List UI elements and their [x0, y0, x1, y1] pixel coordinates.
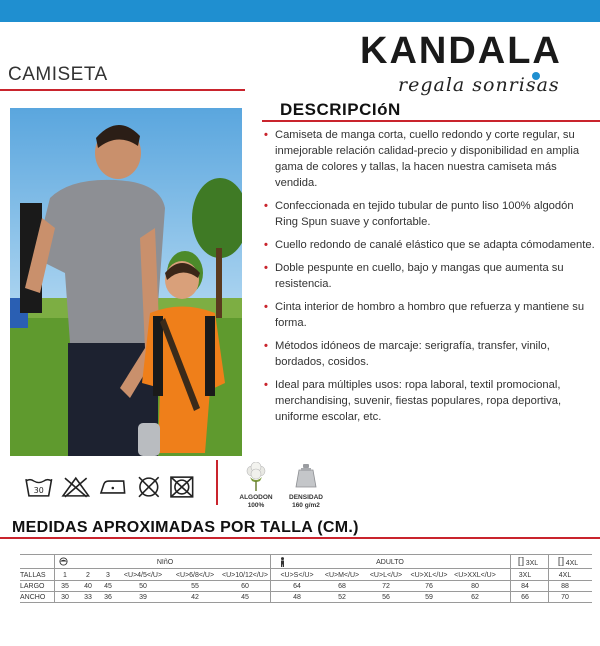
bullet-icon: •	[264, 340, 268, 352]
table-cell: 76	[425, 583, 433, 590]
row-label: ANCHO	[20, 594, 46, 601]
description-list	[264, 127, 598, 432]
table-cell: 45	[104, 583, 112, 590]
bullet-icon: •	[264, 200, 268, 212]
table-cell: 66	[521, 594, 529, 601]
feature-density	[286, 462, 326, 510]
group-3xl-label: 3XL	[525, 560, 539, 567]
feature-density-line2: 160 g/m2	[292, 502, 320, 509]
table-cell: 30	[61, 594, 69, 601]
wash-30-icon	[25, 476, 53, 498]
table-cell: <U>S</U>	[280, 572, 314, 579]
table-cell: 56	[382, 594, 390, 601]
top-bar	[0, 0, 600, 22]
list-item	[264, 237, 598, 253]
table-hline	[20, 602, 592, 603]
table-cell: 39	[139, 594, 147, 601]
wash-temp: 30	[33, 485, 44, 495]
table-hline	[20, 554, 592, 555]
brand-logo	[360, 30, 590, 100]
list-item	[264, 198, 598, 230]
table-hline	[20, 580, 592, 581]
sizes-title: MEDIDAS APROXIMADAS POR TALLA (CM.)	[12, 519, 359, 536]
table-vline	[54, 554, 55, 602]
bullet-text: Ideal para múltiples usos: ropa laboral, textil promocional, merchandising, suvenir, fiestas populares, ropa deportiva, uniforme escolar, etc.	[275, 379, 562, 423]
bullet-icon: •	[264, 129, 268, 141]
weight-icon	[295, 462, 317, 490]
description-rule	[262, 120, 600, 122]
iron-icon	[98, 476, 128, 498]
table-cell: 70	[561, 594, 569, 601]
list-item	[264, 127, 598, 191]
table-cell: 33	[84, 594, 92, 601]
bullet-icon: •	[264, 262, 268, 274]
product-title: CAMISETA	[8, 64, 108, 85]
table-vline	[548, 554, 549, 602]
table-cell: 55	[191, 583, 199, 590]
sizes-title-rule	[0, 537, 600, 539]
list-item	[264, 338, 598, 370]
group-4xl-label: 4XL	[565, 560, 579, 567]
table-cell: 60	[241, 583, 249, 590]
row-label: TALLAS	[20, 572, 46, 579]
table-cell: <U>L</U>	[369, 572, 403, 579]
care-icons	[25, 472, 195, 502]
row-label: LARGO	[20, 583, 45, 590]
bullet-icon: •	[264, 239, 268, 251]
list-item	[264, 260, 598, 292]
feature-density-line1: DENSIDAD	[289, 494, 323, 501]
table-vline	[270, 554, 271, 602]
table-cell: <U>10/12</U>	[222, 572, 268, 579]
table-group-header	[20, 557, 592, 568]
table-cell: 36	[104, 594, 112, 601]
table-cell: 3XL	[518, 572, 532, 579]
table-cell: 40	[84, 583, 92, 590]
no-tumble-dry-icon	[169, 476, 195, 498]
table-cell: 3	[106, 572, 110, 579]
table-cell: 64	[293, 583, 301, 590]
table-cell: 88	[561, 583, 569, 590]
bullet-text: Cuello redondo de canalé elástico que se adapta cómodamente.	[275, 239, 595, 251]
table-cell: 84	[521, 583, 529, 590]
table-hline	[20, 568, 592, 569]
table-cell: <U>4/5</U>	[123, 572, 163, 579]
product-photo	[10, 108, 242, 456]
table-cell: 50	[139, 583, 147, 590]
table-cell: 1	[63, 572, 67, 579]
bullet-text: Camiseta de manga corta, cuello redondo y corte regular, su inmejorable relación calidad-precio y disponibilidad en amplia gama de colores y tallas, la hacen nuestra camiseta más vendida.	[275, 129, 580, 189]
features-divider	[216, 460, 218, 505]
table-cell: 42	[191, 594, 199, 601]
table-cell: 72	[382, 583, 390, 590]
table-cell: 45	[241, 594, 249, 601]
feature-cotton-line2: 100%	[247, 502, 265, 509]
description-title: DESCRIPCIóN	[280, 100, 401, 119]
table-cell: 80	[471, 583, 479, 590]
table-cell: 35	[61, 583, 69, 590]
table-cell: <U>M</U>	[324, 572, 360, 579]
bullet-icon: •	[264, 301, 268, 313]
table-vline	[510, 554, 511, 602]
table-cell: <U>XL</U>	[410, 572, 448, 579]
table-hline	[20, 591, 592, 592]
feature-cotton	[238, 462, 274, 510]
table-cell: 2	[86, 572, 90, 579]
no-bleach-icon	[61, 476, 91, 498]
table-cell: 4XL	[558, 572, 572, 579]
table-cell: 48	[293, 594, 301, 601]
group-adult: ADULTO	[376, 559, 404, 566]
list-item	[264, 377, 598, 425]
feature-cotton-line1: ALGODON	[239, 494, 273, 501]
table-cell: 59	[425, 594, 433, 601]
table-cell: <U>6/8</U>	[175, 572, 215, 579]
bullet-text: Cinta interior de hombro a hombro que refuerza y mantiene su forma.	[275, 301, 585, 329]
brand-name: KANDALA	[360, 30, 562, 72]
table-cell: 52	[338, 594, 346, 601]
table-cell: <U>XXL</U>	[454, 572, 496, 579]
bullet-text: Doble pespunte en cuello, bajo y mangas que aumenta su resistencia.	[275, 262, 564, 290]
group-child: NIñO	[156, 559, 174, 566]
list-item	[264, 299, 598, 331]
table-cell: 62	[471, 594, 479, 601]
bullet-text: Métodos idóneos de marcaje: serigrafía, transfer, vinilo, bordados, cosidos.	[275, 340, 550, 368]
product-title-rule	[0, 89, 245, 91]
bullet-text: Confeccionada en tejido tubular de punto liso 100% algodón Ring Spun suave y confortable.	[275, 200, 574, 228]
bullet-icon: •	[264, 379, 268, 391]
brand-tagline: regala sonrisas	[398, 74, 560, 96]
no-dry-clean-icon	[136, 476, 162, 498]
cotton-icon	[245, 462, 267, 492]
table-cell: 68	[338, 583, 346, 590]
